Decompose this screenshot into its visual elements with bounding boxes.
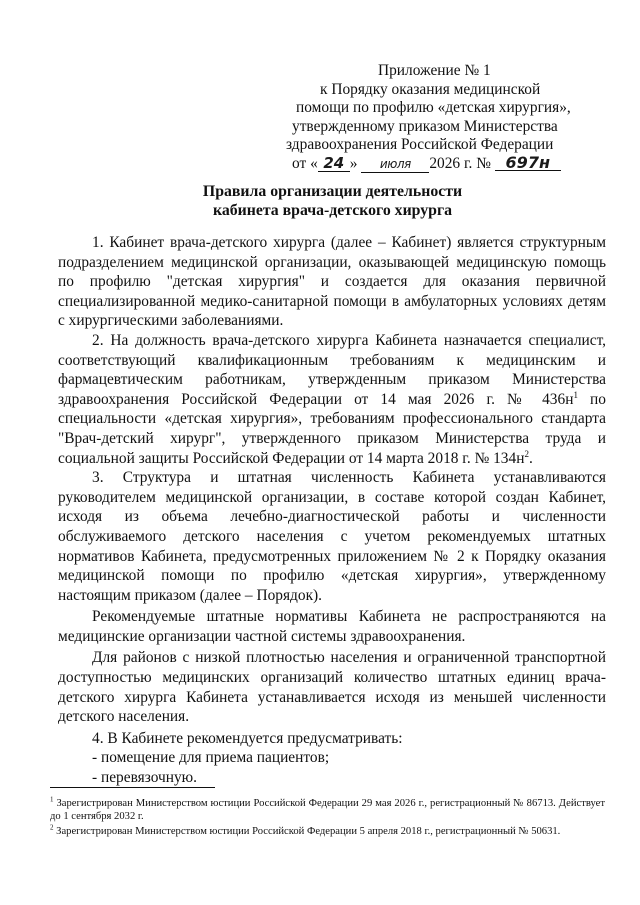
footnote-1-text: Зарегистрирован Министерством юстиции Российской Федерации 29 мая 2026 г., регистрационный № 86713. Действует до 1 сентября 2032 г.	[50, 798, 605, 823]
appendix-line-approved: утвержденному приказом Министерства	[292, 117, 558, 135]
paragraph-8: - перевязочную.	[92, 769, 198, 787]
title-line-2: кабинета врача-детского хирурга	[212, 202, 453, 219]
paragraph-1: 1. Кабинет врача-детского хирурга (далее – Кабинет) является структурным подразделением медицинской организации, оказывающей медицинскую помощь по профилю "детская хирургия" и создается для оказания первичной специализированной медико-санитарной помощи в амбулаторных условиях детям с хирургическими заболеваниями.	[58, 234, 606, 330]
paragraph-7: - помещение для приема пациентов;	[92, 749, 330, 767]
footnote-1	[50, 797, 605, 823]
handwritten-day: 24	[318, 156, 350, 172]
footnote-2-mark: 2	[50, 823, 54, 832]
paragraph-3: 3. Структура и штатная численность Кабинета устанавливаются руководителем медицинской организации, в составе которой создан Кабинет, исходя из объема лечебно-диагностической работы и численности обслуживаемого детского населения с учетом рекомендуемых штатных нормативов Кабинета, предусмотренных приложением № 2 к Порядку оказания медицинской помощи по профилю «детская хирургия», утвержденному настоящим приказом (далее – Порядок).	[58, 469, 606, 604]
appendix-date-line	[286, 152, 606, 174]
document-title	[60, 182, 605, 220]
appendix-header	[286, 62, 606, 174]
footnote-separator	[50, 787, 215, 788]
handwritten-month: июля	[361, 157, 429, 173]
footnotes	[50, 797, 605, 841]
footnote-1-mark: 1	[50, 795, 54, 804]
paragraph-4: Рекомендуемые штатные нормативы Кабинета не распространяются на медицинские организации частной системы здравоохранения.	[58, 608, 606, 645]
footnote-ref-1: 1	[573, 389, 578, 400]
footnote-ref-2: 2	[524, 448, 529, 459]
appendix-line-ministry: здравоохранения Российской Федерации	[286, 136, 554, 154]
paragraph-5: Для районов с низкой плотностью населения и ограниченной транспортной доступностью медицинских организаций количество штатных единиц врача-детского хирурга Кабинета устанавливается исходя из меньшей численности детского населения.	[58, 649, 606, 726]
footnote-2	[50, 825, 605, 838]
appendix-line-profile: помощи по профилю «детская хирургия»,	[296, 99, 571, 117]
paragraph-2-text-b: по специальности «детская хирургия», требованиям профессионального стандарта "Врач-детский хирург", утвержденного приказом Министерства труда и социальной защиты Российской Федерации от 14 марта 2018 г. № 134н	[58, 390, 606, 467]
paragraph-2-text-a: 2. На должность врача-детского хирурга Кабинета назначается специалист, соответствующий квалификационным требованиям к медицинским и фармацевтическим работникам, утвержденным приказом Министерства здравоохранения Российской Федерации от 14 мая 2026 г. № 436н	[58, 331, 606, 408]
title-line-1: Правила организации деятельности	[202, 183, 463, 200]
date-year: 2026 г. №	[429, 154, 491, 172]
appendix-number: Приложение № 1	[378, 62, 491, 79]
paragraph-6: 4. В Кабинете рекомендуется предусматривать:	[92, 729, 403, 747]
appendix-line-order: к Порядку оказания медицинской	[320, 80, 541, 98]
paragraph-2-text-c: .	[528, 449, 533, 467]
paragraph-2	[58, 331, 606, 468]
date-close-quote: »	[349, 154, 358, 172]
date-prefix: от «	[292, 154, 318, 172]
handwritten-order-number: 697н	[495, 155, 561, 171]
document-body	[58, 233, 606, 788]
footnote-2-text: Зарегистрирован Министерством юстиции Российской Федерации 5 апреля 2018 г., регистрационный № 50631.	[53, 826, 561, 838]
